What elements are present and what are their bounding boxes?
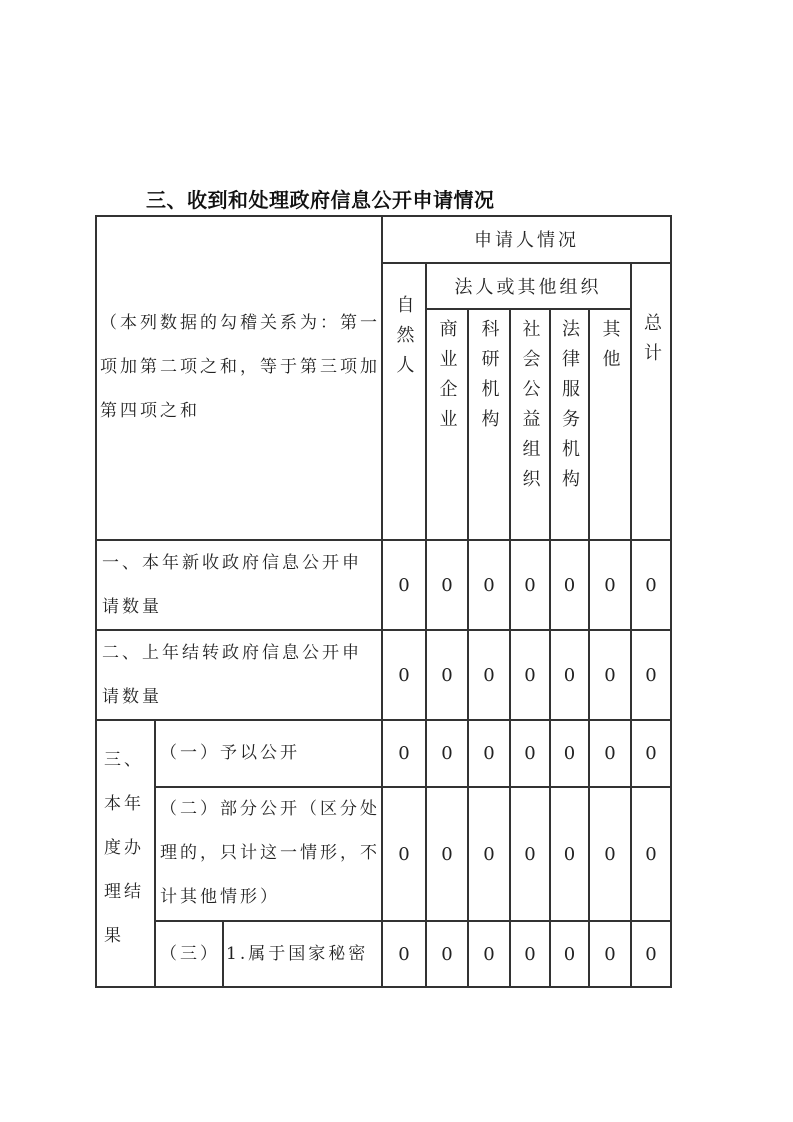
value-cell: 0 (483, 943, 495, 965)
row-label: （一）予以公开 (160, 743, 300, 763)
value-cell: 0 (441, 574, 453, 596)
section-title: 三、收到和处理政府信息公开申请情况 (146, 188, 495, 212)
value-cell: 0 (441, 664, 453, 686)
value-cell: 0 (563, 574, 576, 596)
value-cell: 0 (524, 743, 536, 764)
value-cell: 0 (441, 743, 453, 764)
value-cell: 0 (398, 943, 410, 965)
value-cell: 0 (604, 843, 616, 865)
value-cell: 0 (483, 574, 495, 596)
row-label: 一、本年新收政府信息公开申请数量 (102, 553, 362, 617)
header-legal-group: 法人或其他组织 (454, 276, 602, 298)
header-applicant-group: 申请人情况 (474, 230, 579, 251)
value-cell: 0 (398, 664, 410, 686)
value-cell: 0 (645, 574, 657, 596)
value-cell: 0 (563, 843, 576, 865)
header-sub-column: 社会公益组织 (519, 319, 541, 499)
value-cell: 0 (398, 743, 410, 764)
header-sub-column: 其他 (599, 319, 621, 379)
value-cell: 0 (604, 943, 616, 965)
value-cell: 0 (524, 843, 536, 865)
value-cell: 0 (563, 743, 576, 764)
value-cell: 0 (524, 574, 536, 596)
group3-label: 三、本年度办理结果 (104, 750, 144, 946)
value-cell: 0 (524, 943, 536, 965)
value-cell: 0 (524, 664, 536, 686)
row-label: 1.属于国家秘密 (226, 944, 369, 964)
value-cell: 0 (398, 843, 410, 865)
value-cell: 0 (563, 943, 576, 965)
value-cell: 0 (645, 943, 657, 965)
value-cell: 0 (483, 743, 495, 764)
value-cell: 0 (645, 843, 657, 865)
grid-line (154, 719, 156, 988)
header-sub-column: 法律服务机构 (559, 319, 580, 499)
value-cell: 0 (604, 664, 616, 686)
row-label: （二）部分公开（区分处理的，只计这一情形，不计其他情形） (160, 799, 380, 907)
value-cell: 0 (441, 943, 453, 965)
value-cell: 0 (441, 843, 453, 865)
value-cell: 0 (604, 743, 616, 764)
value-cell: 0 (483, 843, 495, 865)
row-label: 二、上年结转政府信息公开申请数量 (102, 643, 362, 707)
value-cell: 0 (398, 574, 410, 596)
value-cell: 0 (563, 664, 576, 686)
grid-line (95, 215, 97, 988)
value-cell: 0 (604, 574, 616, 596)
value-cell: 0 (483, 664, 495, 686)
row-prefix: （三） (160, 944, 220, 964)
header-description: （本列数据的勾稽关系为：第一项加第二项之和，等于第三项加第四项之和 (100, 313, 380, 421)
value-cell: 0 (645, 664, 657, 686)
header-total: 总计 (641, 313, 662, 373)
header-sub-column: 科研机构 (478, 319, 500, 439)
grid-line (222, 920, 224, 988)
header-natural-person: 自然人 (393, 295, 415, 385)
header-sub-column: 商业企业 (436, 319, 458, 439)
value-cell: 0 (645, 743, 657, 764)
